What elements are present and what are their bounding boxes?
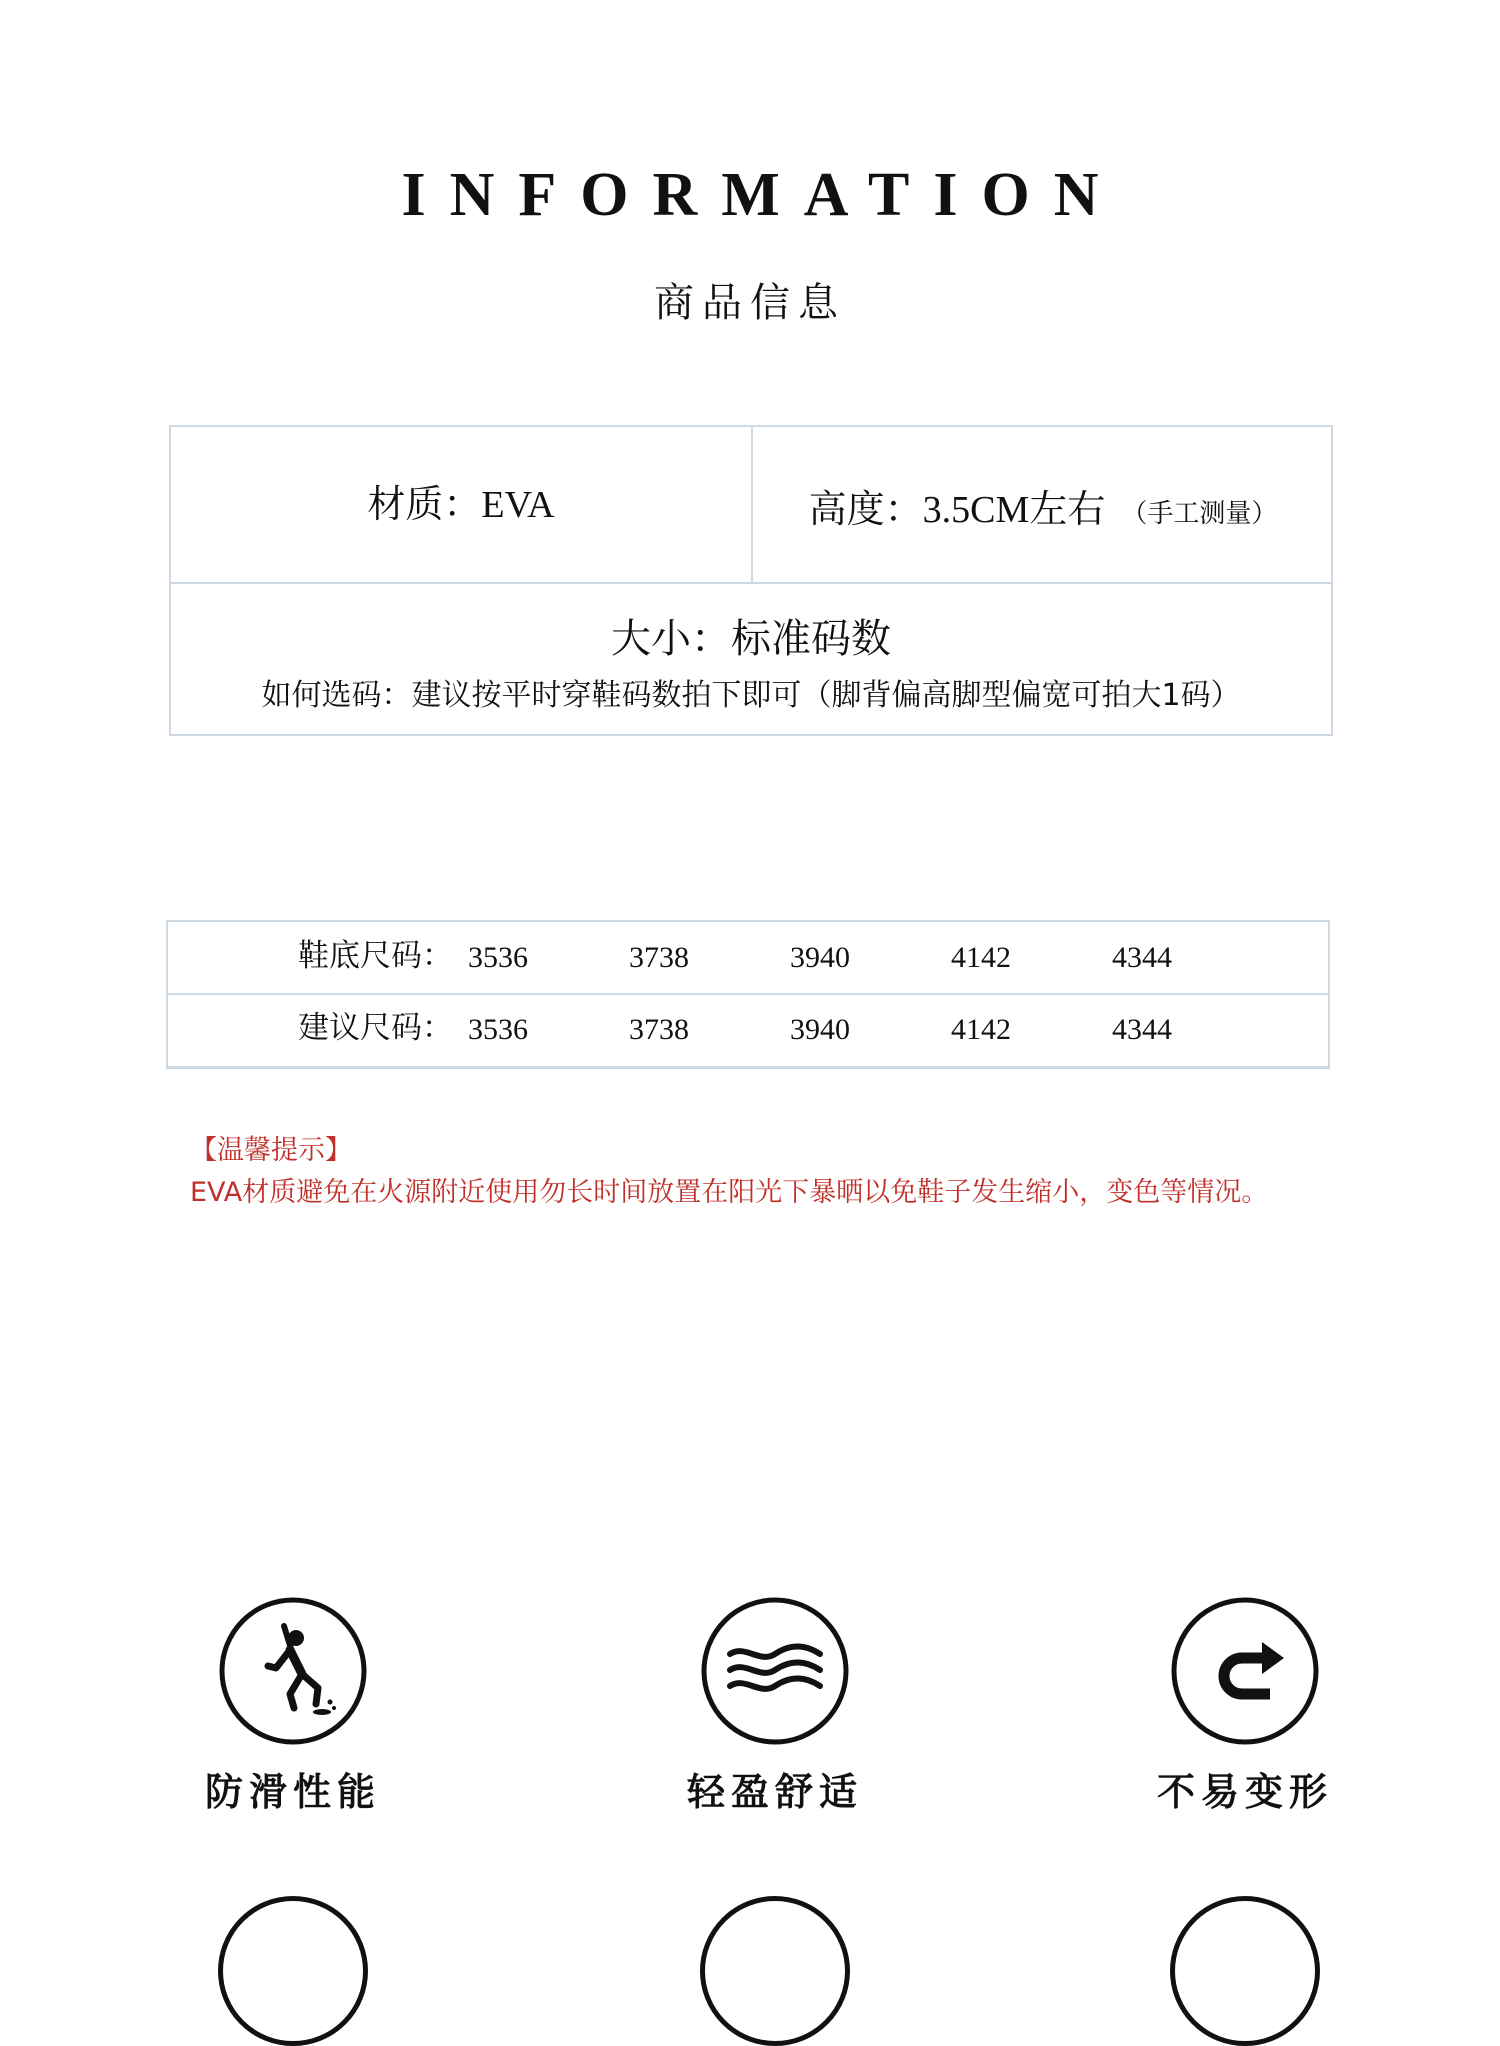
info-box	[169, 425, 1333, 736]
material-label: 材质：	[367, 482, 482, 526]
feature-lightweight	[645, 1596, 905, 1816]
row-label: 鞋底尺码：	[298, 938, 453, 974]
material-value: EVA	[481, 484, 555, 526]
return-arrow-icon	[1170, 1596, 1320, 1746]
feature-icon-partial	[1170, 1896, 1320, 2046]
divider	[171, 582, 1331, 584]
feature-icon-partial	[700, 1896, 850, 2046]
row-label: 建议尺码：	[298, 1010, 453, 1046]
table-row	[168, 994, 1328, 1064]
table-cell: 3940	[790, 941, 850, 974]
table-cell: 4142	[951, 1013, 1011, 1046]
table-cell: 3940	[790, 1013, 850, 1046]
table-cell: 4344	[1112, 941, 1172, 974]
feature-no-deform	[1115, 1596, 1375, 1816]
height-suffix: 左右	[1029, 487, 1106, 531]
page-subtitle: 商品信息	[654, 280, 846, 326]
slip-person-icon	[218, 1596, 368, 1746]
table-cell: 3536	[468, 1013, 528, 1046]
feature-anti-slip	[163, 1596, 423, 1816]
size-label: 大小：标准码数	[611, 616, 891, 662]
height-label: 高度：	[808, 487, 923, 531]
height-value: 3.5CM	[922, 489, 1030, 531]
feature-icon-partial	[218, 1896, 368, 2046]
height-cell	[753, 487, 1333, 536]
page-title: INFORMATION	[401, 161, 1123, 229]
table-row	[168, 922, 1328, 992]
table-cell: 4344	[1112, 1013, 1172, 1046]
table-cell: 3536	[468, 941, 528, 974]
size-table	[166, 920, 1330, 1069]
tip-text: EVA材质避免在火源附近使用勿长时间放置在阳光下暴晒以免鞋子发生缩小，变色等情况。	[190, 1177, 1269, 1208]
feature-label: 防滑性能	[204, 1770, 381, 1814]
how-to-choose: 如何选码：建议按平时穿鞋码数拍下即可（脚背偏高脚型偏宽可拍大1码）	[261, 678, 1241, 713]
material-cell	[171, 482, 751, 527]
table-cell: 3738	[629, 941, 689, 974]
table-cell: 3738	[629, 1013, 689, 1046]
feature-label: 不易变形	[1156, 1770, 1333, 1814]
tip-title: 【温馨提示】	[190, 1135, 352, 1166]
feature-label: 轻盈舒适	[686, 1770, 863, 1814]
table-cell: 4142	[951, 941, 1011, 974]
waves-icon	[700, 1596, 850, 1746]
height-note: （手工测量）	[1121, 499, 1278, 529]
